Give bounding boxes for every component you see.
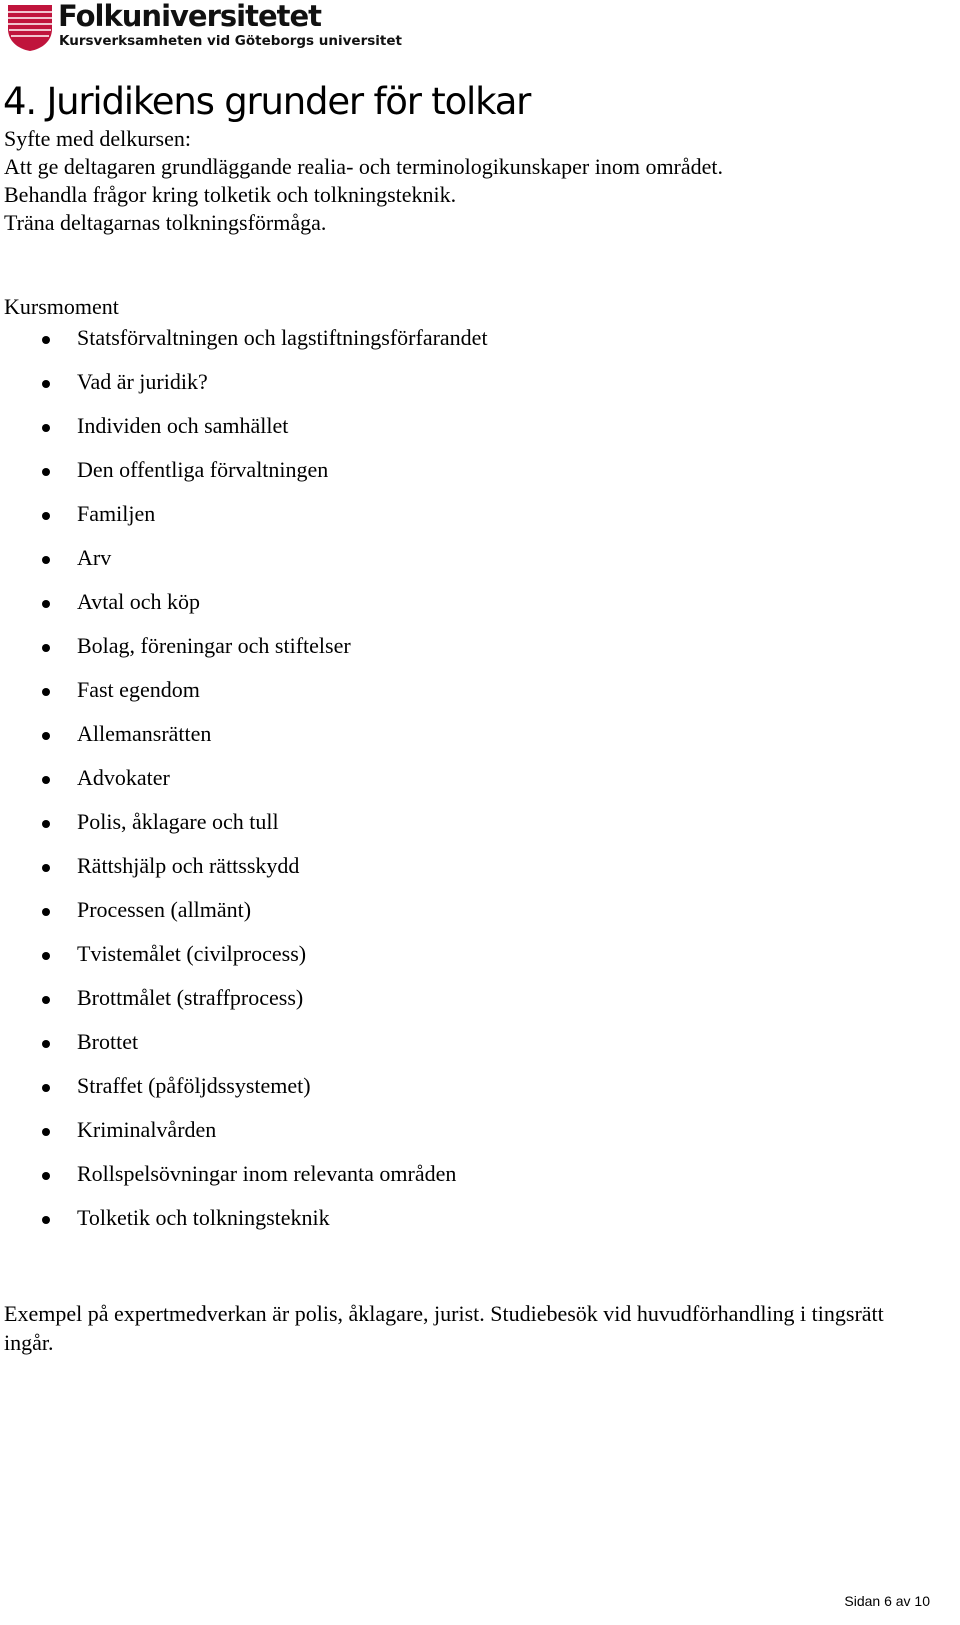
bullet-icon bbox=[42, 424, 50, 432]
topic-label: Kriminalvården bbox=[77, 1117, 217, 1142]
folkuniversitetet-emblem-icon bbox=[8, 3, 52, 51]
bullet-icon bbox=[42, 908, 50, 916]
topic-label: Tvistemålet (civilprocess) bbox=[77, 941, 307, 966]
topic-label: Polis, åklagare och tull bbox=[77, 809, 279, 834]
topic-label: Rollspelsövningar inom relevanta områden bbox=[77, 1161, 457, 1186]
purpose-line: Behandla frågor kring tolketik och tolkningsteknik. bbox=[4, 182, 457, 207]
topic-label: Vad är juridik? bbox=[77, 369, 208, 394]
topic-label: Processen (allmänt) bbox=[77, 897, 252, 922]
closing-paragraph: Exempel på expertmedverkan är polis, åklagare, jurist. Studiebesök vid huvudförhandling i tingsrätt ingår. bbox=[4, 1301, 884, 1355]
page-title: 4. Juridikens grunder för tolkar bbox=[3, 80, 531, 123]
bullet-icon bbox=[42, 996, 50, 1004]
topic-label: Tolketik och tolkningsteknik bbox=[77, 1205, 330, 1230]
topic-label: Fast egendom bbox=[77, 677, 200, 702]
course-purpose bbox=[4, 125, 723, 237]
bullet-icon bbox=[42, 336, 50, 344]
bullet-icon bbox=[42, 732, 50, 740]
topic-label: Arv bbox=[77, 545, 112, 570]
topic-label: Individen och samhället bbox=[77, 413, 289, 438]
topic-label: Advokater bbox=[77, 765, 170, 790]
topic-label: Statsförvaltningen och lagstiftningsförfarandet bbox=[77, 325, 488, 350]
bullet-icon bbox=[42, 1172, 50, 1180]
topic-label: Bolag, föreningar och stiftelser bbox=[77, 633, 351, 658]
bullet-icon bbox=[42, 864, 50, 872]
section-label: Kursmoment bbox=[4, 294, 119, 319]
topic-label: Brottmålet (straffprocess) bbox=[77, 985, 304, 1010]
logo-name: Folkuniversitetet bbox=[58, 0, 322, 33]
topic-label: Familjen bbox=[77, 501, 156, 526]
bullet-icon bbox=[42, 512, 50, 520]
bullet-icon bbox=[42, 688, 50, 696]
topic-label: Straffet (påföljdssystemet) bbox=[77, 1073, 311, 1098]
bullet-icon bbox=[42, 1084, 50, 1092]
bullet-icon bbox=[42, 1128, 50, 1136]
header-logo bbox=[8, 0, 408, 53]
bullet-icon bbox=[42, 952, 50, 960]
bullet-icon bbox=[42, 600, 50, 608]
bullet-icon bbox=[42, 1040, 50, 1048]
purpose-label: Syfte med delkursen: bbox=[4, 126, 191, 151]
topic-label: Avtal och köp bbox=[77, 589, 201, 614]
topic-label: Rättshjälp och rättsskydd bbox=[77, 853, 300, 878]
bullet-icon bbox=[42, 556, 50, 564]
logo-subtitle: Kursverksamheten vid Göteborgs universitet bbox=[59, 33, 402, 49]
purpose-line: Att ge deltagaren grundläggande realia- och terminologikunskaper inom området. bbox=[4, 154, 724, 179]
bullet-icon bbox=[42, 468, 50, 476]
topic-label: Allemansrätten bbox=[77, 721, 212, 746]
topic-label: Brottet bbox=[77, 1029, 139, 1054]
bullet-icon bbox=[42, 776, 50, 784]
bullet-icon bbox=[42, 644, 50, 652]
bullet-icon bbox=[42, 1216, 50, 1224]
bullet-icon bbox=[42, 380, 50, 388]
topic-label: Den offentliga förvaltningen bbox=[77, 457, 329, 482]
bullet-icon bbox=[42, 820, 50, 828]
purpose-line: Träna deltagarnas tolkningsförmåga. bbox=[4, 210, 327, 235]
page-number: Sidan 6 av 10 bbox=[844, 1593, 930, 1609]
